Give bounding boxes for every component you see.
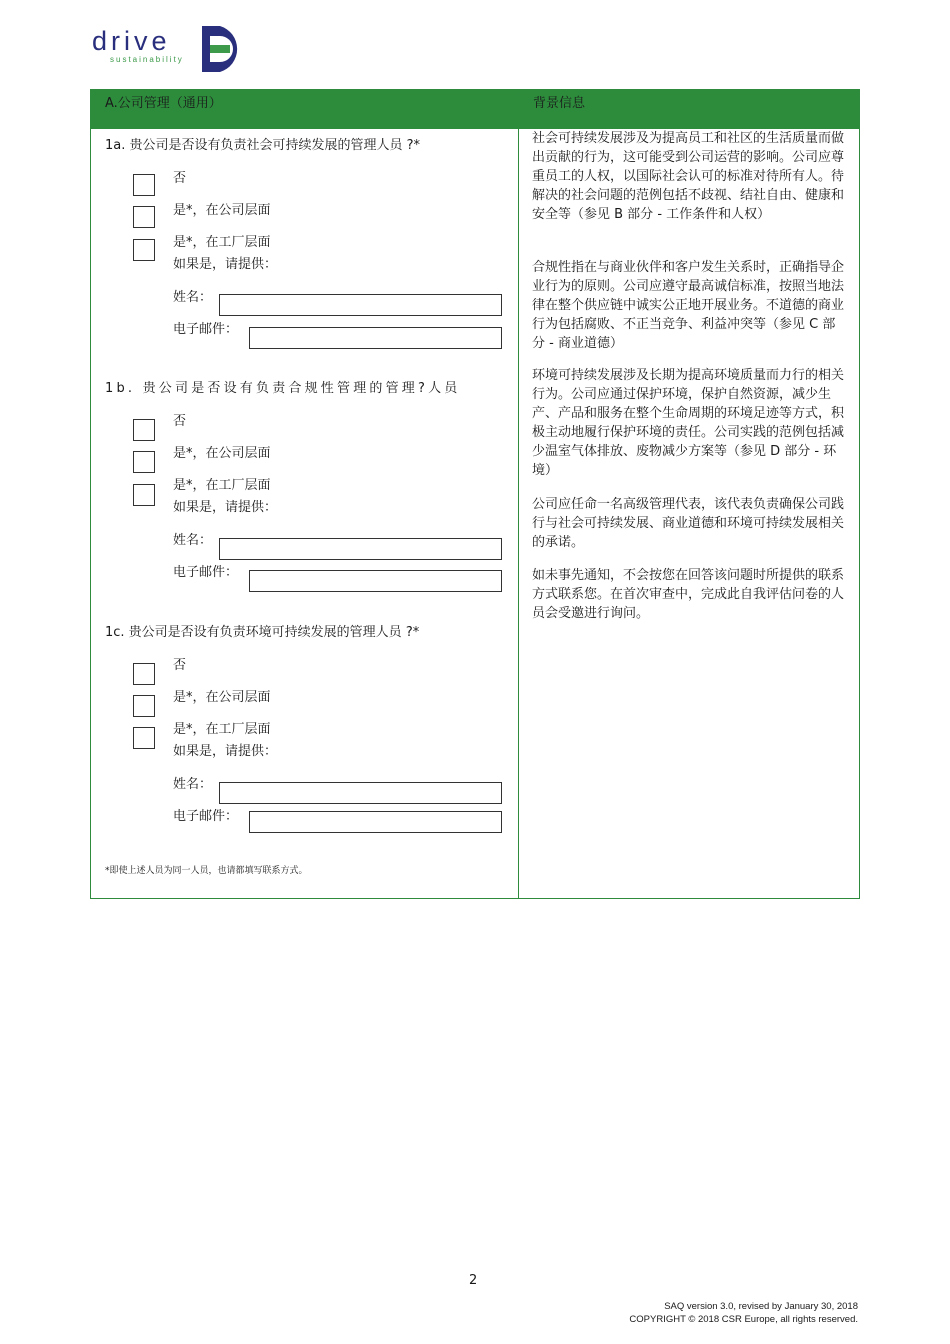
logo-tagline: sustainability — [110, 55, 184, 64]
background-paragraph: 公司应任命一名高级管理代表，该代表负责确保公司践行与社会可持续发展、商业道德和环境可持续发展相关的承诺。 — [532, 497, 845, 550]
option-label: 否 — [173, 171, 187, 186]
footnote: *即使上述人员为同一人员，也请都填写联系方式。 — [105, 866, 308, 876]
question-text: 1b. 贵公司是否设有负责合规性管理的管理?人员 — [105, 381, 461, 396]
email-label: 电子邮件： — [173, 565, 239, 580]
checkbox-factory-level[interactable] — [133, 727, 155, 749]
page-number: 2 — [469, 1273, 478, 1288]
footer-version: SAQ version 3.0, revised by January 30, 2018 — [664, 1301, 858, 1312]
provide-label: 如果是，请提供： — [173, 257, 278, 272]
table-header — [91, 90, 859, 129]
footer — [629, 1300, 858, 1326]
provide-label: 如果是，请提供： — [173, 744, 278, 759]
form-table — [90, 89, 860, 899]
option-label: 是*，在工厂层面 — [173, 478, 271, 493]
background-paragraph: 如未事先通知，不会按您在回答该问题时所提供的联系方式联系您。在首次审查中，完成此自我评估问卷的人员会受邀进行询问。 — [532, 568, 845, 621]
checkbox-factory-level[interactable] — [133, 484, 155, 506]
option-label: 否 — [173, 414, 187, 429]
footer-copyright: COPYRIGHT © 2018 CSR Europe, all rights reserved. — [629, 1314, 858, 1325]
checkbox-no[interactable] — [133, 174, 155, 196]
drive-sustainability-logo — [92, 24, 262, 74]
name-field[interactable] — [219, 782, 502, 804]
question-text: 1a. 贵公司是否设有负责社会可持续发展的管理人员 ?* — [105, 138, 421, 153]
checkbox-company-level[interactable] — [133, 695, 155, 717]
option-label: 否 — [173, 658, 187, 673]
background-paragraph: 环境可持续发展涉及长期为提高环境质量而力行的相关行为。公司应通过保护环境，保护自然资源，减少生产、产品和服务在整个生命周期的环境足迹等方式，积极主动地履行保护环境的责任。公司实践的范例包括减少温室气体排放、废物减少方案等（参见 D 部分 - 环境） — [532, 368, 845, 478]
option-label: 是*，在公司层面 — [173, 690, 271, 705]
name-field[interactable] — [219, 294, 502, 316]
logo-d-mark — [198, 24, 254, 74]
name-field[interactable] — [219, 538, 502, 560]
option-label: 是*，在工厂层面 — [173, 722, 271, 737]
name-label: 姓名： — [173, 290, 213, 305]
column-divider — [518, 90, 519, 898]
email-field[interactable] — [249, 811, 502, 833]
background-paragraph: 社会可持续发展涉及为提高员工和社区的生活质量而做出贡献的行为，这可能受到公司运营的影响。公司应尊重员工的人权，以国际社会认可的标准对待所有人。待解决的社会问题的范例包括不歧视、结社自由、健康和安全等（参见 B 部分 - 工作条件和人权） — [532, 131, 845, 222]
question-text: 1c. 贵公司是否设有负责环境可持续发展的管理人员 ?* — [105, 625, 420, 640]
logo-wordmark: drive — [92, 26, 171, 56]
checkbox-no[interactable] — [133, 419, 155, 441]
option-label: 是*，在工厂层面 — [173, 235, 271, 250]
option-label: 是*，在公司层面 — [173, 446, 271, 461]
checkbox-factory-level[interactable] — [133, 239, 155, 261]
name-label: 姓名： — [173, 533, 213, 548]
email-label: 电子邮件： — [173, 809, 239, 824]
email-field[interactable] — [249, 570, 502, 592]
background-paragraph: 合规性指在与商业伙伴和客户发生关系时，正确指导企业行为的原则。公司应遵守最高诚信标准，按照当地法律在整个供应链中诚实公正地开展业务。不道德的商业行为包括腐败、不正当竞争、利益冲突等（参见 C 部分 - 商业道德） — [532, 260, 845, 351]
provide-label: 如果是，请提供： — [173, 500, 278, 515]
option-label: 是*，在公司层面 — [173, 203, 271, 218]
checkbox-company-level[interactable] — [133, 206, 155, 228]
checkbox-company-level[interactable] — [133, 451, 155, 473]
section-title: A.公司管理（通用） — [105, 96, 222, 111]
background-title: 背景信息 — [533, 96, 586, 111]
checkbox-no[interactable] — [133, 663, 155, 685]
name-label: 姓名： — [173, 777, 213, 792]
email-field[interactable] — [249, 327, 502, 349]
email-label: 电子邮件： — [173, 322, 239, 337]
